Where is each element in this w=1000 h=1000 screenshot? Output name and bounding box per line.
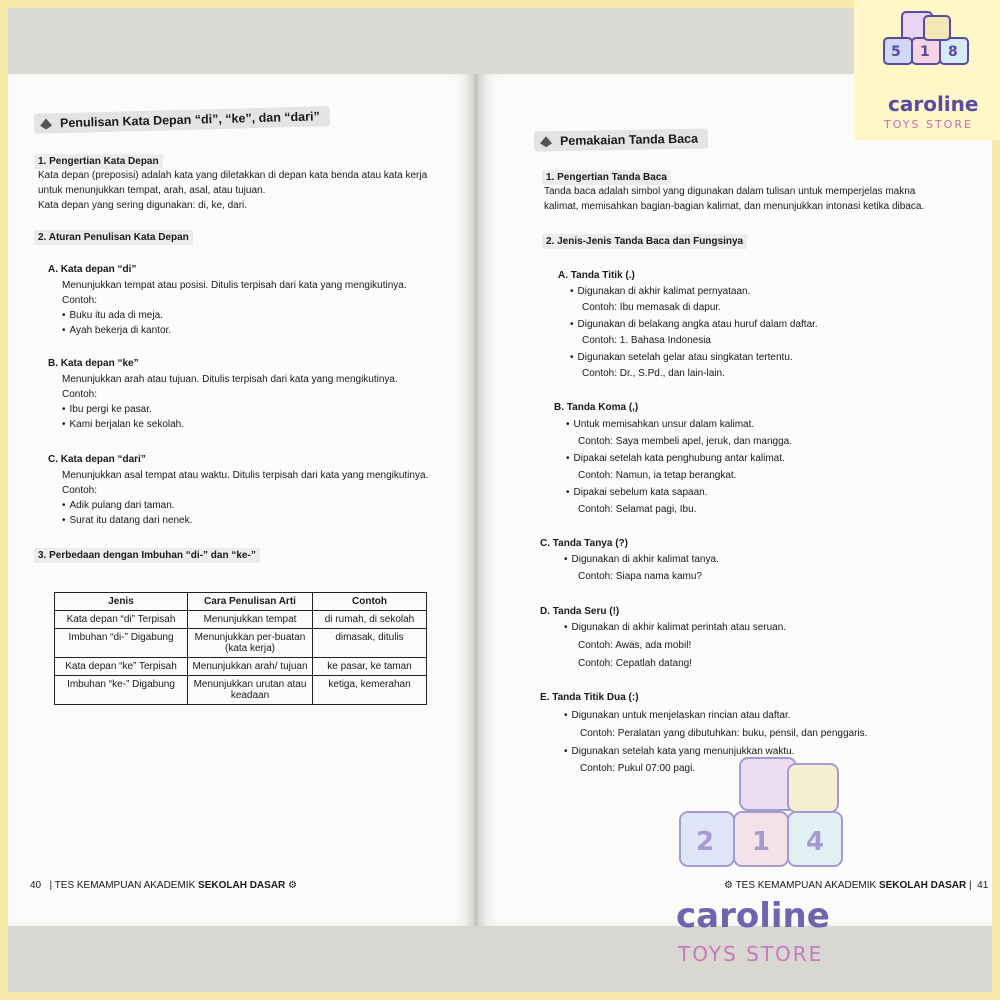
group-a-line: Contoh: Ibu memasak di dapur. bbox=[582, 302, 721, 313]
right-s2-title: 2. Jenis-Jenis Tanda Baca dan Fungsinya bbox=[542, 234, 747, 249]
right-footer-sep: | bbox=[968, 880, 972, 891]
left-page bbox=[8, 74, 474, 926]
group-a-line: Contoh: Dr., S.Pd., dan lain-lain. bbox=[582, 368, 725, 379]
group-c-line: • Digunakan di akhir kalimat tanya. bbox=[564, 552, 719, 567]
table-row bbox=[55, 676, 427, 705]
table-cell: Menunjukkan tempat bbox=[188, 611, 313, 629]
a-title: A. Kata depan “di” bbox=[48, 264, 137, 275]
right-s1-line-2: kalimat, memisahkan bagian-bagian kalimat, dan menunjukkan intonasi ketika dibaca. bbox=[544, 201, 925, 212]
group-e-line: Contoh: Peralatan yang dibutuhkan: buku, pensil, dan penggaris. bbox=[580, 728, 868, 739]
group-d-line: Contoh: Cepatlah datang! bbox=[578, 658, 692, 669]
left-s1-line-1: Kata depan (preposisi) adalah kata yang diletakkan di depan kata benda atau kata kerja bbox=[38, 170, 428, 181]
group-b-line: • Dipakai sebelum kata sapaan. bbox=[566, 485, 708, 500]
logo-block-digit: 1 bbox=[920, 44, 930, 60]
group-b-title: B. Tanda Koma (,) bbox=[554, 402, 639, 413]
table-cell: Menunjukkan per-buatan (kata kerja) bbox=[188, 629, 313, 658]
table-cell: Menunjukkan urutan atau keadaan bbox=[188, 676, 313, 705]
left-section-title-text: Penulisan Kata Depan “di”, “ke”, dan “dari” bbox=[59, 109, 320, 131]
watermark-brand-name: caroline bbox=[676, 896, 830, 936]
b-item-1: • Ibu pergi ke pasar. bbox=[62, 402, 152, 417]
a-item-2: • Ayah bekerja di kantor. bbox=[62, 323, 171, 338]
group-a-line: • Digunakan di belakang angka atau huruf dalam daftar. bbox=[570, 317, 818, 332]
left-s2-title: 2. Aturan Penulisan Kata Depan bbox=[34, 230, 193, 245]
footer-emblem-icon: ⚙ bbox=[288, 880, 298, 891]
group-e-line: • Digunakan untuk menjelaskan rincian atau daftar. bbox=[564, 708, 791, 723]
right-section-title-text: Pemakaian Tanda Baca bbox=[559, 131, 699, 149]
brand-logo-top bbox=[854, 0, 1000, 140]
table-cell: Menunjukkan arah/ tujuan bbox=[188, 658, 313, 676]
left-s1-title: 1. Pengertian Kata Depan bbox=[34, 154, 163, 169]
table-cell: dimasak, ditulis bbox=[313, 629, 427, 658]
group-b-line: Contoh: Saya membeli apel, jeruk, dan mangga. bbox=[578, 436, 793, 447]
b-title: B. Kata depan “ke” bbox=[48, 358, 139, 369]
book-icon bbox=[38, 116, 54, 130]
table-cell: Kata depan “ke” Terpisah bbox=[55, 658, 188, 676]
table-header-row bbox=[55, 593, 427, 611]
background-bottom bbox=[8, 926, 992, 992]
group-c-title: C. Tanda Tanya (?) bbox=[540, 538, 628, 549]
logo-block-digit: 5 bbox=[891, 44, 901, 60]
brand-subtitle: TOYS STORE bbox=[884, 118, 973, 131]
group-d-title: D. Tanda Seru (!) bbox=[540, 606, 620, 617]
group-a-line: • Digunakan di akhir kalimat pernyataan. bbox=[570, 284, 750, 299]
toy-blocks-logo-icon bbox=[854, 4, 1000, 88]
book-icon bbox=[538, 134, 554, 148]
b-item-2: • Kami berjalan ke sekolah. bbox=[62, 417, 184, 432]
group-b-line: Contoh: Selamat pagi, Ibu. bbox=[578, 504, 697, 515]
watermark-brand-subtitle: TOYS STORE bbox=[678, 942, 824, 966]
logo-block-digit: 8 bbox=[948, 44, 958, 60]
left-s3-title: 3. Perbedaan dengan Imbuhan “di-” dan “ke-” bbox=[34, 548, 260, 563]
table-header-cell: Cara Penulisan Arti bbox=[188, 593, 313, 611]
background-top bbox=[8, 8, 863, 74]
table-row bbox=[55, 611, 427, 629]
watermark-block-digit: 4 bbox=[806, 827, 825, 857]
group-a-line: Contoh: 1. Bahasa Indonesia bbox=[582, 335, 711, 346]
left-footer bbox=[30, 880, 297, 891]
footer-emblem-icon: ⚙ bbox=[724, 880, 733, 891]
right-s1-line-1: Tanda baca adalah simbol yang digunakan dalam tulisan untuk memperjelas makna bbox=[544, 186, 916, 197]
c-desc: Menunjukkan asal tempat atau waktu. Ditulis terpisah dari kata yang mengikutinya. bbox=[62, 470, 429, 481]
group-c-line: Contoh: Siapa nama kamu? bbox=[578, 571, 702, 582]
table-cell: di rumah, di sekolah bbox=[313, 611, 427, 629]
a-desc: Menunjukkan tempat atau posisi. Ditulis terpisah dari kata yang mengikutinya. bbox=[62, 280, 407, 291]
a-contoh: Contoh: bbox=[62, 295, 98, 306]
group-a-line: • Digunakan setelah gelar atau singkatan tertentu. bbox=[570, 350, 793, 365]
c-contoh: Contoh: bbox=[62, 485, 98, 496]
watermark-block-digit: 2 bbox=[696, 827, 715, 857]
left-section-title bbox=[34, 106, 330, 134]
table-header-cell: Contoh bbox=[313, 593, 427, 611]
table-header-cell: Jenis bbox=[55, 593, 188, 611]
table-row bbox=[55, 658, 427, 676]
left-footer-bold: SEKOLAH DASAR bbox=[198, 880, 286, 891]
group-d-line: • Digunakan di akhir kalimat perintah atau seruan. bbox=[564, 620, 786, 635]
toy-blocks-watermark-icon bbox=[670, 750, 870, 890]
group-b-line: • Untuk memisahkan unsur dalam kalimat. bbox=[566, 417, 754, 432]
c-title: C. Kata depan “dari” bbox=[48, 454, 146, 465]
group-e-line: Contoh: Pukul 07:00 pagi. bbox=[580, 763, 696, 774]
b-contoh: Contoh: bbox=[62, 389, 98, 400]
group-a-title: A. Tanda Titik (.) bbox=[558, 270, 635, 281]
group-b-line: Contoh: Namun, ia tetap berangkat. bbox=[578, 470, 737, 481]
brand-name: caroline bbox=[888, 92, 979, 116]
right-page-number: 41 bbox=[977, 880, 989, 891]
right-s1-title: 1. Pengertian Tanda Baca bbox=[542, 170, 671, 185]
group-b-line: • Dipakai setelah kata penghubung antar kalimat. bbox=[566, 451, 785, 466]
group-e-title: E. Tanda Titik Dua (:) bbox=[540, 692, 639, 703]
right-footer-bold: SEKOLAH DASAR bbox=[878, 880, 967, 891]
right-section-title bbox=[534, 128, 708, 151]
left-page-number: 40 bbox=[30, 880, 42, 891]
c-item-2: • Surat itu datang dari nenek. bbox=[62, 513, 192, 528]
comparison-table bbox=[54, 592, 427, 705]
table-cell: ke pasar, ke taman bbox=[313, 658, 427, 676]
left-s1-line-2: untuk menunjukkan tempat, arah, asal, atau tujuan. bbox=[38, 185, 266, 196]
b-desc: Menunjukkan arah atau tujuan. Ditulis terpisah dari kata yang mengikutinya. bbox=[62, 374, 398, 385]
table-cell: ketiga, kemerahan bbox=[313, 676, 427, 705]
group-d-line: Contoh: Awas, ada mobil! bbox=[578, 640, 692, 651]
left-s1-line-3: Kata depan yang sering digunakan: di, ke, dari. bbox=[38, 200, 248, 211]
left-footer-text: | TES KEMAMPUAN AKADEMIK bbox=[49, 880, 196, 891]
brand-watermark bbox=[670, 750, 870, 910]
table-cell: Kata depan “di” Terpisah bbox=[55, 611, 188, 629]
a-item-1: • Buku itu ada di meja. bbox=[62, 308, 163, 323]
table-row bbox=[55, 629, 427, 658]
table-cell: Imbuhan “ke-” Digabung bbox=[55, 676, 188, 705]
group-e-line: • Digunakan setelah kata yang menunjukkan waktu. bbox=[564, 744, 794, 759]
c-item-1: • Adik pulang dari taman. bbox=[62, 498, 175, 513]
watermark-block-digit: 1 bbox=[752, 827, 771, 857]
right-footer-text: TES KEMAMPUAN AKADEMIK bbox=[735, 880, 877, 891]
table-cell: Imbuhan “di-” Digabung bbox=[55, 629, 188, 658]
